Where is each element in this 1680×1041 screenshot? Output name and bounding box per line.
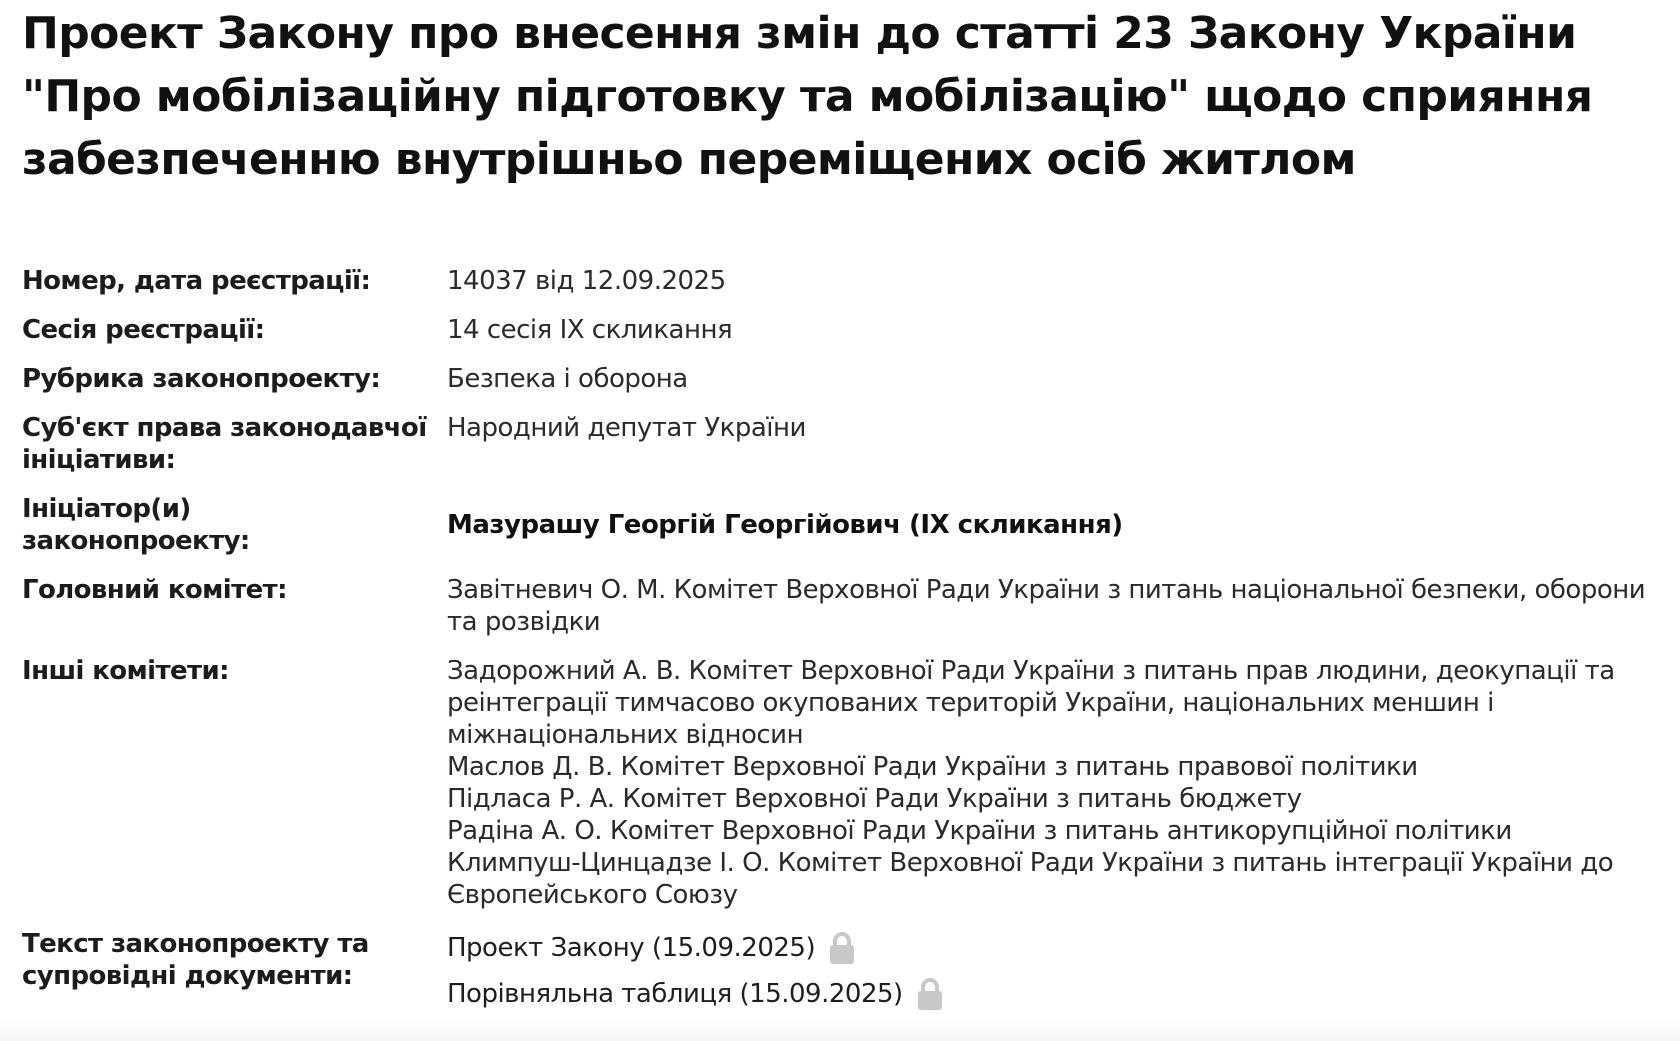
committee-item: Радіна А. О. Комітет Верховної Ради України з питань антикорупційної політики [447,816,1512,846]
documents-list [447,928,1672,1023]
main-committee-value: Завітневич О. М. Комітет Верховної Ради України з питань національної безпеки, оборони та розвідки [447,575,1646,637]
document-title: Проект Закону (15.09.2025) [447,933,816,963]
bill-page [22,0,1662,1009]
document-title: Порівняльна таблиця (15.09.2025) [447,979,903,1009]
rubric-value: Безпека і оборона [447,364,688,394]
bottom-fade [0,1019,1680,1041]
subject-label: Суб'єкт права законодавчої ініціативи: [22,413,427,475]
row-reg-number [22,265,1672,297]
subject-value: Народний депутат України [447,413,806,443]
bill-title: Проект Закону про внесення змін до статті 23 Закону України "Про мобілізаційну підготовку та мобілізацію" щодо сприяння забезпеченню внутрішньо переміщених осіб житлом [22,8,1593,185]
document-link-draft-law[interactable] [447,931,1672,965]
lock-icon [827,931,857,965]
committee-item: Підласа Р. А. Комітет Верховної Ради України з питань бюджету [447,784,1302,814]
row-rubric [22,363,1672,395]
row-session [22,314,1672,346]
row-main-committee [22,574,1672,638]
row-subject [22,412,1672,476]
committee-item: Задорожний А. В. Комітет Верховної Ради України з питань прав людини, деокупації та реінтеграції тимчасово окупованих територій України, національних меншин і міжнаціональних відносин [447,656,1615,750]
reg-number-label: Номер, дата реєстрації: [22,266,371,296]
initiators-label: Ініціатор(и) законопроекту: [22,494,250,556]
session-label: Сесія реєстрації: [22,315,265,345]
other-committees-label: Інші комітети: [22,656,229,686]
committee-item: Маслов Д. В. Комітет Верховної Ради України з питань правової політики [447,752,1418,782]
other-committees-list [447,655,1672,911]
lock-icon [915,977,945,1011]
initiator-link[interactable]: Мазурашу Георгій Георгійович (IX скликання) [447,510,1123,540]
rubric-label: Рубрика законопроекту: [22,364,381,394]
committee-item: Климпуш-Цинцадзе І. О. Комітет Верховної Ради України з питань інтеграції України до Європейського Союзу [447,848,1614,910]
reg-number-value: 14037 від 12.09.2025 [447,266,726,296]
main-committee-label: Головний комітет: [22,575,287,605]
documents-label: Текст законопроекту та супровідні документи: [22,929,369,991]
session-value: 14 сесія IX скликання [447,315,733,345]
row-initiators [22,493,1672,557]
document-link-comparison-table[interactable] [447,977,1672,1011]
bill-info-table [22,265,1672,1040]
row-documents [22,928,1672,1023]
row-other-committees [22,655,1672,911]
